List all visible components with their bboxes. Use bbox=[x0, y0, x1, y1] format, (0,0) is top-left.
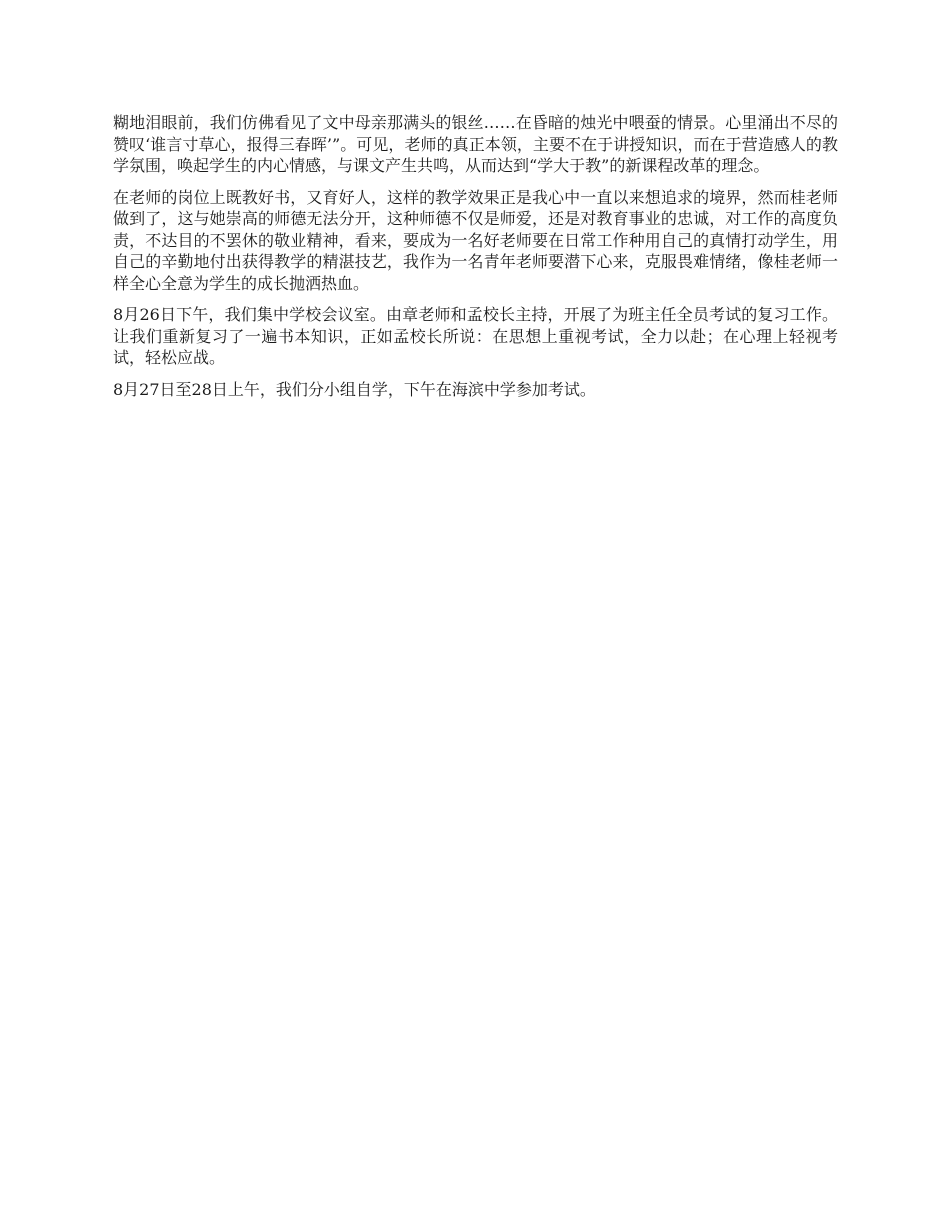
paragraph-1: 糊地泪眼前，我们仿佛看见了文中母亲那满头的银丝……在昏暗的烛光中喂蚕的情景。心里涌出不尽的赞叹‘谁言寸草心，报得三春晖’”。可见，老师的真正本领，主要不在于讲授知识，而在于营造感人的教学氛围，唤起学生的内心情感，与课文产生共鸣，从而达到“学大于教”的新课程改革的理念。 bbox=[113, 113, 838, 175]
document-body bbox=[113, 112, 838, 410]
paragraph-3: 8月26日下午，我们集中学校会议室。由章老师和孟校长主持，开展了为班主任全员考试的复习工作。让我们重新复习了一遍书本知识，正如孟校长所说：在思想上重视考试，全力以赴；在心理上轻视考试，轻松应战。 bbox=[113, 305, 838, 367]
paragraph-2: 在老师的岗位上既教好书，又育好人，这样的教学效果正是我心中一直以来想追求的境界，然而桂老师做到了，这与她崇高的师德无法分开，这种师德不仅是师爱，还是对教育事业的忠诚，对工作的高度负责，不达目的不罢休的敬业精神，看来，要成为一名好老师要在日常工作种用自己的真情打动学生，用自己的辛勤地付出获得教学的精湛技艺，我作为一名青年老师要潜下心来，克服畏难情绪，像桂老师一样全心全意为学生的成长抛洒热血。 bbox=[113, 187, 838, 293]
paragraph-4: 8月27日至28日上午，我们分小组自学，下午在海滨中学参加考试。 bbox=[113, 379, 596, 399]
